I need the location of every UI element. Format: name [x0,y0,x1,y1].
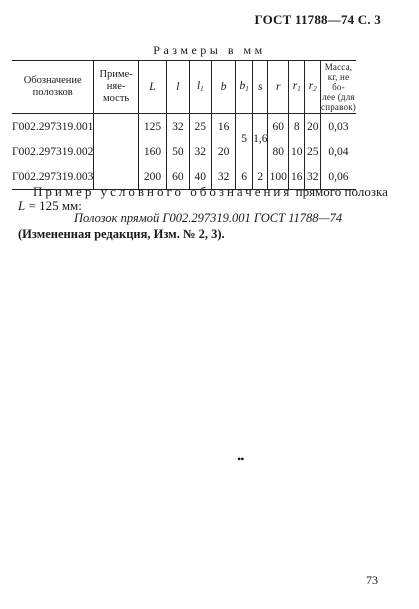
cell-l: 32 [167,114,189,140]
cell-r1: 10 [289,139,305,164]
cell-s-merged: 1,6 [253,114,268,165]
header-r2: $r_2$ [305,61,321,114]
cell-r: 80 [268,139,289,164]
cell-r: 60 [268,114,289,140]
dimensions-table [12,60,356,190]
table-row [12,114,356,140]
cell-r: 100 [268,164,289,190]
example-designation: Полозок прямой Г002.297319.001 ГОСТ 11788—74 [74,211,343,225]
cell-b: 20 [212,139,236,164]
cell-r2: 25 [305,139,321,164]
cell-r2: 32 [305,164,321,190]
cell-mass: 0,03 [320,114,356,140]
cell-l1: 40 [189,164,211,190]
cell-s: 2 [253,164,268,190]
cell-b: 16 [212,114,236,140]
cell-applicability [94,139,138,164]
cell-applicability [94,114,138,140]
header-designation: Обозначение полозков [12,61,94,114]
cell-l: 60 [167,164,189,190]
header-r: r [268,61,289,114]
cell-b1-merged: 5 [236,114,253,165]
cell-L: 125 [138,114,166,140]
header-s: s [253,61,268,114]
cell-r1: 8 [289,114,305,140]
cell-l: 50 [167,139,189,164]
amendment-note: (Измененная редакция, Изм. № 2, 3). [18,227,225,241]
cell-l1: 32 [189,139,211,164]
cell-l1: 25 [189,114,211,140]
header-r1: $r_1$ [289,61,305,114]
cell-b1: 6 [236,164,253,190]
header-l1: $l_1$ [189,61,211,114]
header-applicability: Приме- няе- мость [94,61,138,114]
page-number: 73 [366,573,378,587]
header-b: b [212,61,236,114]
cell-r1: 16 [289,164,305,190]
header-mass: Масса, кг, не бо- лее (для справок) [321,62,356,112]
cell-mass: 0,04 [320,139,356,164]
header-l: l [167,61,189,114]
document-header: ГОСТ 11788—74 С. 3 [254,12,381,27]
cell-r2: 20 [305,114,321,140]
table-header-row [12,61,356,114]
cell-mass: 0,06 [320,164,356,190]
cell-L: 200 [138,164,166,190]
cell-designation: Г002.297319.003 [12,164,94,190]
cell-designation: Г002.297319.001 [12,120,94,133]
header-b1: $b_1$ [236,61,253,114]
cell-L: 160 [138,139,166,164]
stray-marks: •• [237,452,244,466]
cell-designation: Г002.297319.002 [12,145,94,158]
cell-b: 32 [212,164,236,190]
header-L: L [138,61,166,114]
example-intro: Пример условного обозначения прямого полозка [33,184,388,199]
table-row [12,139,356,164]
table-caption: Размеры в мм [153,43,266,57]
example-length: L = 125 мм: [18,198,82,213]
